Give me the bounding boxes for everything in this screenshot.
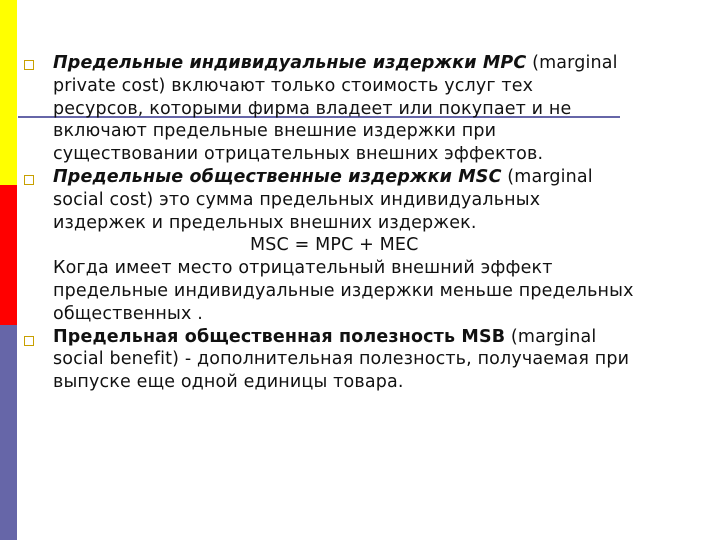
text-line: private cost) включают только стоимость услуг тех bbox=[53, 75, 534, 96]
text-line: social benefit) - дополнительная полезность, получаемая при bbox=[53, 349, 630, 370]
bullet-square-icon bbox=[24, 336, 34, 346]
bullet-square-icon bbox=[24, 175, 34, 185]
term-mpc: Предельные индивидуальные издержки MPC bbox=[53, 53, 527, 73]
text-line: существовании отрицательных внешних эффектов. bbox=[53, 144, 544, 165]
bullet-msc bbox=[53, 166, 703, 326]
accent-stripe-yellow bbox=[0, 0, 17, 185]
text-line: включают предельные внешние издержки при bbox=[53, 121, 497, 142]
text-line: (marginal bbox=[505, 326, 597, 347]
text-line: (marginal bbox=[501, 166, 593, 187]
text-line: Когда имеет место отрицательный внешний эффект bbox=[53, 258, 553, 279]
bullet-msb bbox=[53, 326, 703, 394]
text-line: издержек и предельных внешних издержек. bbox=[53, 212, 477, 233]
bullet-mpc bbox=[53, 52, 703, 166]
accent-stripe-red bbox=[0, 185, 17, 325]
text-line: (marginal bbox=[526, 53, 618, 73]
term-msb: Предельная общественная полезность MSB bbox=[53, 326, 506, 347]
text-line: предельные индивидуальные издержки меньше предельных bbox=[53, 280, 634, 301]
term-msc: Предельные общественные издержки MSC bbox=[53, 166, 502, 187]
text-line: social cost) это сумма предельных индивидуальных bbox=[53, 189, 541, 210]
text-line: ресурсов, которыми фирма владеет или покупает и не bbox=[53, 98, 572, 119]
slide-body bbox=[53, 52, 703, 394]
text-line: общественных . bbox=[53, 303, 203, 324]
formula: MSC = MPC + MEC bbox=[250, 235, 419, 256]
text-line: выпуске еще одной единицы товара. bbox=[53, 372, 404, 393]
bullet-square-icon bbox=[24, 60, 34, 70]
accent-stripe-purple bbox=[0, 325, 17, 540]
